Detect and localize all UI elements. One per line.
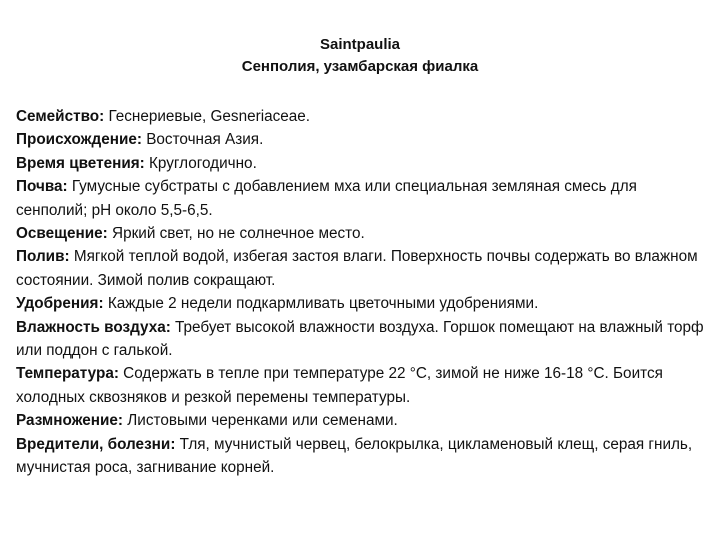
title-block	[0, 34, 720, 78]
section-text: Круглогодично.	[144, 154, 257, 172]
section-label: Освещение:	[16, 225, 108, 243]
section-text: Восточная Азия.	[141, 131, 264, 149]
section-watering	[16, 245, 706, 292]
section-pests-diseases	[16, 433, 706, 480]
section-label: Влажность воздуха:	[16, 318, 171, 336]
section-text: Яркий свет, но не солнечное место.	[107, 225, 365, 243]
section-text: Геснериевые, Gesneriaceae.	[104, 108, 311, 125]
section-text: Каждые 2 недели подкармливать цветочными удобрениями.	[103, 295, 539, 313]
section-label: Удобрения:	[16, 295, 104, 313]
section-label: Полив:	[16, 248, 70, 266]
section-soil	[16, 175, 706, 222]
section-lighting	[16, 222, 706, 245]
section-label: Вредители, болезни:	[16, 435, 176, 453]
section-humidity	[16, 316, 706, 363]
section-text: Мягкой теплой водой, избегая застоя влаги. Поверхность почвы содержать во влажном состоянии. Зимой полив сокращают.	[16, 248, 698, 289]
section-label: Почва:	[16, 178, 68, 196]
section-label: Температура:	[16, 365, 119, 383]
section-text: Содержать в тепле при температуре 22 °С, зимой не ниже 16-18 °С. Боится холодных сквозняков и резкой перемены температуры.	[16, 365, 663, 406]
section-bloom-time	[16, 152, 706, 175]
care-info	[16, 105, 706, 480]
title-latin: Saintpaulia	[319, 36, 401, 53]
section-label: Время цветения:	[16, 154, 145, 172]
section-propagation	[16, 409, 706, 432]
section-text: Требует высокой влажности воздуха. Горшок помещают на влажный торф или поддон с галькой.	[16, 318, 704, 360]
section-label: Семейство:	[16, 108, 105, 125]
section-text: Гумусные субстраты с добавлением мха или специальная земляная смесь для сенполий; pH около 5,5-6,5.	[16, 178, 637, 219]
section-family	[16, 105, 706, 128]
section-temperature	[16, 362, 706, 409]
section-label: Размножение:	[16, 412, 124, 430]
section-origin	[16, 128, 706, 151]
section-fertilizer	[16, 292, 706, 315]
section-text: Листовыми черенками или семенами.	[123, 412, 398, 430]
title-russian: Сенполия, узамбарская фиалка	[241, 58, 479, 75]
section-text: Тля, мучнистый червец, белокрылка, цикламеновый клещ, серая гниль, мучнистая роса, загнивание корней.	[16, 435, 693, 477]
section-label: Происхождение:	[16, 131, 142, 149]
